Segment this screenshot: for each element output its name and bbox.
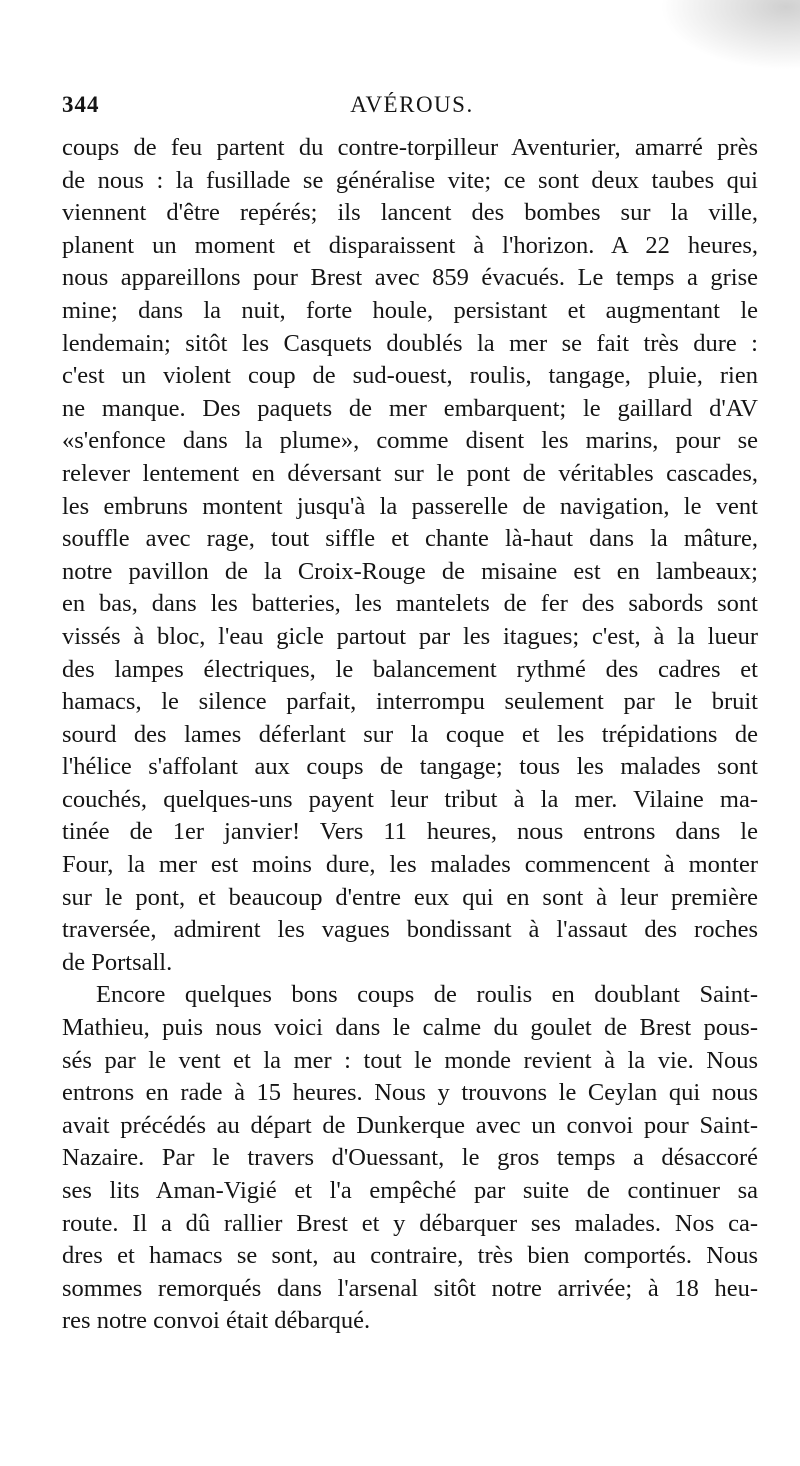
text-line: relever lentement en déversant sur le pont de véritables cascades, — [62, 459, 758, 487]
text-line: dres et hamacs se sont, au contraire, très bien comportés. Nous — [62, 1242, 758, 1270]
text-line: c'est un violent coup de sud-ouest, roulis, tangage, pluie, rien — [62, 362, 758, 390]
text-line: sommes remorqués dans l'arsenal sitôt notre arrivée; à 18 heu- — [62, 1274, 758, 1302]
text-line: hamacs, le silence parfait, interrompu seulement par le bruit — [62, 688, 758, 716]
text-line: Four, la mer est moins dure, les malades commencent à monter — [62, 851, 758, 879]
text-line: Encore quelques bons coups de roulis en doublant Saint- — [96, 981, 758, 1009]
text-line: l'hélice s'affolant aux coups de tangage; tous les malades sont — [62, 753, 758, 781]
text-line: avait précédés au départ de Dunkerque avec un convoi pour Saint- — [62, 1111, 758, 1139]
text-line: route. Il a dû rallier Brest et y débarquer ses malades. Nos ca- — [62, 1209, 758, 1237]
text-line: traversée, admirent les vagues bondissant à l'assaut des roches — [62, 916, 758, 944]
text-line: Mathieu, puis nous voici dans le calme du goulet de Brest pous- — [62, 1014, 758, 1042]
text-line: les embruns montent jusqu'à la passerelle de navigation, le vent — [62, 492, 758, 520]
text-line: sur le pont, et beaucoup d'entre eux qui en sont à leur première — [62, 883, 758, 911]
text-line: vissés à bloc, l'eau gicle partout par les itagues; c'est, à la lueur — [62, 622, 758, 650]
text-line: ses lits Aman-Vigié et l'a empêché par suite de continuer sa — [62, 1177, 758, 1204]
page-header — [62, 92, 762, 124]
text-line: viennent d'être repérés; ils lancent des bombes sur la ville, — [62, 199, 758, 227]
text-line: mine; dans la nuit, forte houle, persistant et augmentant le — [62, 296, 758, 324]
text-line: notre pavillon de la Croix-Rouge de misaine est en lambeaux; — [62, 557, 758, 585]
body-text — [62, 132, 758, 1338]
text-line: tinée de 1er janvier! Vers 11 heures, nous entrons dans le — [62, 818, 758, 846]
text-line: couchés, quelques-uns payent leur tribut à la mer. Vilaine ma- — [62, 785, 758, 813]
scan-shadow — [660, 0, 800, 70]
text-line: sourd des lames déferlant sur la coque et les trépidations de — [62, 720, 758, 748]
running-title: AVÉROUS. — [350, 92, 474, 117]
text-line: nous appareillons pour Brest avec 859 évacués. Le temps a grise — [62, 264, 758, 292]
paragraph — [62, 979, 758, 1338]
text-line: des lampes électriques, le balancement rythmé des cadres et — [62, 655, 758, 683]
text-line: lendemain; sitôt les Casquets doublés la mer se fait très dure : — [62, 329, 758, 357]
text-line: entrons en rade à 15 heures. Nous y trouvons le Ceylan qui nous — [62, 1079, 758, 1107]
text-line: Nazaire. Par le travers d'Ouessant, le gros temps a désaccoré — [62, 1144, 758, 1172]
text-line: souffle avec rage, tout siffle et chante là-haut dans la mâture, — [62, 525, 758, 553]
text-line: coups de feu partent du contre-torpilleur Aventurier, amarré près — [62, 134, 758, 161]
page-number: 344 — [62, 92, 100, 117]
text-line: ne manque. Des paquets de mer embarquent; le gaillard d'AV — [62, 394, 758, 422]
text-line: de nous : la fusillade se généralise vite; ce sont deux taubes qui — [62, 166, 758, 194]
text-line: planent un moment et disparaissent à l'horizon. A 22 heures, — [62, 231, 758, 259]
text-line: «s'enfonce dans la plume», comme disent les marins, pour se — [62, 427, 758, 455]
paragraph — [62, 132, 758, 979]
text-line: de Portsall. — [62, 948, 173, 976]
text-line: res notre convoi était débarqué. — [62, 1307, 371, 1335]
text-line: en bas, dans les batteries, les mantelets de fer des sabords sont — [62, 590, 758, 618]
text-line: sés par le vent et la mer : tout le monde revient à la vie. Nous — [62, 1046, 758, 1074]
